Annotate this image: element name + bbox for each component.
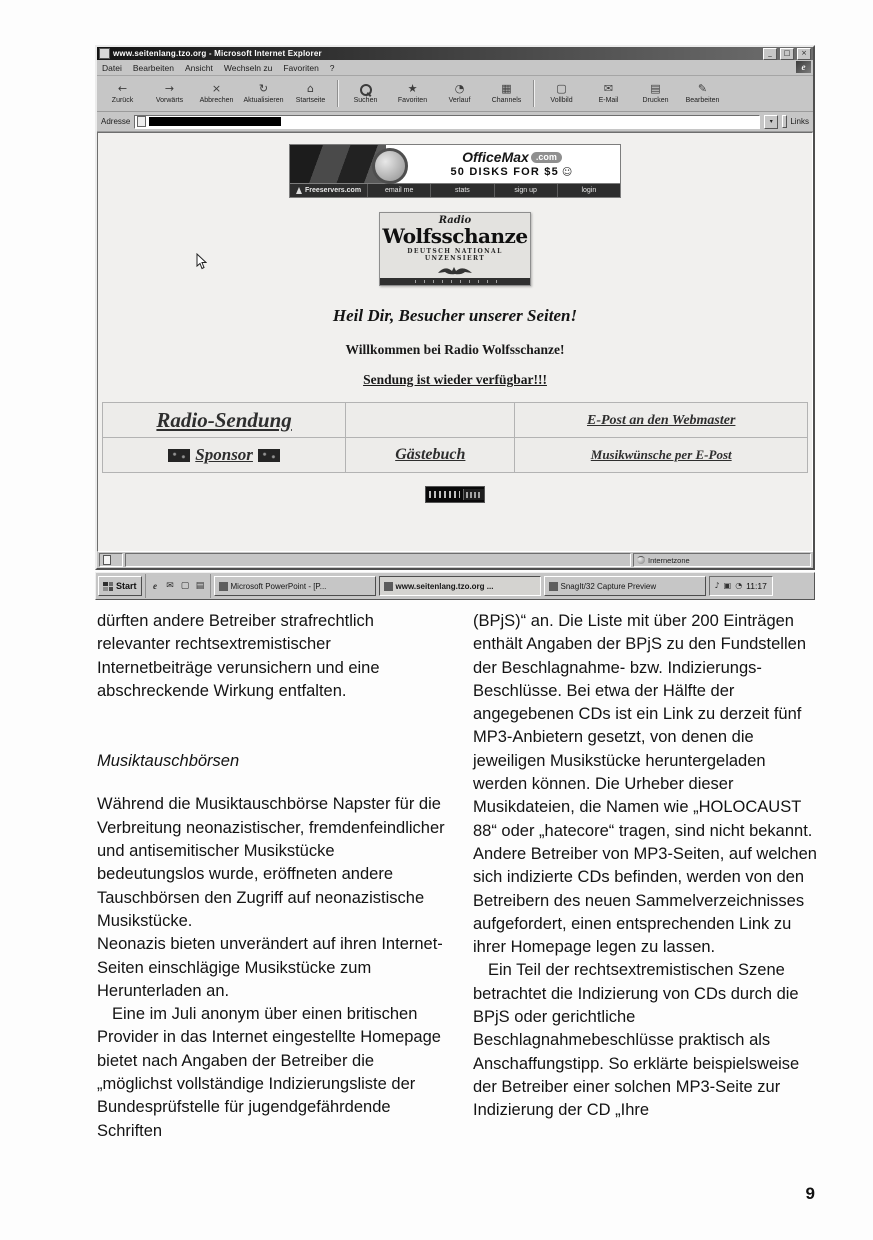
menu-ansicht[interactable]: Ansicht <box>184 62 213 73</box>
logo-url-strip <box>380 278 530 285</box>
stop-button[interactable]: × Abbrechen <box>199 81 234 104</box>
quick-launch-bar <box>145 574 211 598</box>
back-button[interactable]: ← Zurück <box>111 81 134 104</box>
ie-window <box>95 45 815 570</box>
print-button[interactable]: ▤ Drucken <box>642 81 669 104</box>
fullscreen-button[interactable]: ▢ Vollbild <box>550 81 573 104</box>
ad-text-area <box>386 145 620 183</box>
mail-icon: ✉ <box>603 81 614 95</box>
page-number: 9 <box>805 1184 815 1203</box>
search-icon <box>360 83 372 96</box>
forward-icon: → <box>164 81 175 95</box>
musikwuensche-link[interactable]: Musikwünsche per E-Post <box>590 447 732 462</box>
favorites-star-icon: ★ <box>407 81 418 95</box>
security-zone-cell <box>633 553 811 567</box>
links-label: Links <box>790 117 809 126</box>
refresh-icon: ↻ <box>258 81 269 95</box>
history-clock-icon: ◔ <box>454 81 465 95</box>
minimize-button[interactable]: _ <box>763 48 777 60</box>
edit-pencil-icon: ✎ <box>697 81 708 95</box>
mouse-cursor <box>196 253 207 275</box>
logo-name: Wolfsschanze <box>382 224 528 248</box>
table-row <box>103 438 808 473</box>
home-icon: ⌂ <box>307 81 314 95</box>
channels-quicklaunch-icon[interactable]: ▤ <box>195 580 205 591</box>
maximize-button[interactable]: □ <box>780 48 794 60</box>
start-button[interactable]: Start <box>98 576 142 596</box>
nav-cell-empty <box>346 403 515 438</box>
logo-subtitle: DEUTSCH NATIONAL UNZENSIERT <box>407 248 503 262</box>
ad-offer-text: 50 DISKS FOR $5 ☺ <box>450 166 574 178</box>
paragraph: (BPjS)“ an. Die Liste mit über 200 Einträgen enthält Angaben der BPjS zu den Fundstellen der Beschlagnahme- bzw. Indizierungs-Beschlüsse. Bei etwa der Hälfte der angegebenen CDs ist ein Link zu derzeit fünf MP3-Anbietern gesetzt, von denen die jeweiligen Musikstücke heruntergeladen werden können. Die Urheber dieser Musikdateien, die Namen wie „HOLOCAUST 88“ oder „hatecore“ tragen, sind nicht bekannt. Andere Betreiber von MP3-Seiten, auf welchen sich indizierte CDs befinden, werden von den Betreibern des neuen Sammelverzeichnisses aufgefordert, einen entsprechenden Link zu ihrer Homepage legen zu lassen. <box>473 612 817 957</box>
task-button-browser[interactable]: www.seitenlang.tzo.org ... <box>379 576 541 596</box>
smiley-icon: ☺ <box>561 166 574 178</box>
volume-icon[interactable]: ♪ <box>714 581 720 590</box>
status-document-cell <box>99 553 123 567</box>
ie-document-icon <box>99 48 110 59</box>
browser-screenshot-figure <box>95 45 815 600</box>
menu-favoriten[interactable]: Favoriten <box>283 62 319 73</box>
freeservers-signup-link[interactable]: sign up <box>494 184 557 197</box>
channels-button[interactable]: ▦ Channels <box>491 81 522 104</box>
home-button[interactable]: ⌂ Startseite <box>295 81 326 104</box>
address-label: Adresse <box>101 117 131 126</box>
freeservers-stats-link[interactable]: stats <box>430 184 493 197</box>
section-heading: Musiktauschbörsen <box>97 752 240 771</box>
favorites-button[interactable]: ★ Favoriten <box>397 81 428 104</box>
officemax-ad[interactable] <box>289 144 621 184</box>
links-toolbar[interactable] <box>782 115 809 128</box>
page-headline: Heil Dir, Besucher unserer Seiten! <box>332 306 578 325</box>
mail-button[interactable]: ✉ E-Mail <box>598 81 619 104</box>
nav-link-table <box>102 402 808 473</box>
sponsor-image-left <box>168 449 190 462</box>
address-bar <box>97 112 813 132</box>
article-column-right <box>473 610 817 1123</box>
officemax-logo: OfficeMax .com <box>462 150 562 165</box>
menu-bar <box>97 60 813 76</box>
powerpoint-icon <box>219 582 228 591</box>
status-message-cell <box>125 553 631 567</box>
freeservers-logo[interactable]: Freeservers.com <box>290 184 367 197</box>
browser-toolbar <box>97 76 813 112</box>
globe-icon <box>637 556 645 564</box>
menu-hilfe[interactable]: ? <box>329 62 335 73</box>
freeservers-bar <box>289 184 621 198</box>
page-viewport <box>97 132 813 552</box>
ie-quicklaunch-icon[interactable]: e <box>153 580 158 591</box>
scheduler-icon[interactable]: ◔ <box>735 581 743 590</box>
edit-button[interactable]: ✎ Bearbeiten <box>685 81 720 104</box>
window-title: www.seitenlang.tzo.org - Microsoft Internet Explorer <box>113 49 322 58</box>
ad-circle-logo <box>372 148 408 184</box>
mail-quicklaunch-icon[interactable]: ✉ <box>166 580 174 591</box>
banner-ad[interactable] <box>289 144 621 198</box>
clock: 11:17 <box>746 581 767 591</box>
zone-label: Internetzone <box>648 555 690 565</box>
paragraph: Während die Musiktauschbörse Napster für die Verbreitung neonazistischer, fremdenfeindlicher und antisemitischer Musikstücke bedeutungslos wurde, eröffneten andere Tauschbörsen den Zugriff auf neonazistische Musikstücke. <box>97 795 445 930</box>
menu-wechseln-zu[interactable]: Wechseln zu <box>223 62 273 73</box>
document-icon <box>103 555 111 565</box>
nav-cell-guestbook <box>346 438 515 473</box>
sponsor-link[interactable]: Sponsor <box>195 445 253 464</box>
dotcom-badge: .com <box>531 152 562 163</box>
paragraph: dürften andere Betreiber strafrechtlich relevanter rechtsextremistischer Internetbeiträge verunsichern und eine abschreckende Wirkung entfalten. <box>97 612 380 700</box>
task-button-powerpoint[interactable]: Microsoft PowerPoint - [P... <box>214 576 376 596</box>
system-tray <box>709 576 773 596</box>
back-icon: ← <box>117 81 128 95</box>
gaestebuch-link[interactable]: Gästebuch <box>395 446 466 463</box>
nav-cell-wishes <box>515 438 808 473</box>
toolbar-separator <box>533 80 535 107</box>
freeservers-email-link[interactable]: email me <box>367 184 430 197</box>
nav-cell-radio <box>103 403 346 438</box>
fullscreen-icon: ▢ <box>556 81 567 95</box>
toolbar-grip[interactable] <box>782 115 787 128</box>
desktop-quicklaunch-icon[interactable]: ▢ <box>180 580 190 591</box>
paragraph: Neonazis bieten unverändert auf ihren Internet-Seiten einschlägige Musikstücke zum Herunterladen an. <box>97 935 443 1000</box>
printer-icon: ▤ <box>650 81 661 95</box>
epost-webmaster-link[interactable]: E-Post an den Webmaster <box>586 413 736 428</box>
page-icon <box>137 116 146 127</box>
status-bar <box>97 552 813 568</box>
welcome-text: Willkommen bei Radio Wolfsschanze! <box>345 342 565 357</box>
search-button[interactable]: Suchen <box>342 77 389 110</box>
nav-cell-sponsor <box>103 438 346 473</box>
windows-taskbar <box>95 572 815 600</box>
counter-label-strip <box>429 491 460 498</box>
freeservers-links <box>367 184 620 197</box>
logo-top-word: Radio <box>438 215 472 226</box>
window-titlebar[interactable] <box>97 47 813 60</box>
refresh-button[interactable]: ↻ Aktualisieren <box>243 81 284 104</box>
notice-text: Sendung ist wieder verfügbar!!! <box>363 372 547 387</box>
ie-task-icon <box>384 582 393 591</box>
freeservers-login-link[interactable]: login <box>557 184 620 197</box>
nav-cell-epost <box>515 403 808 438</box>
menu-bearbeiten[interactable]: Bearbeiten <box>132 62 174 73</box>
radio-sendung-link[interactable]: Radio-Sendung <box>156 407 292 432</box>
toolbar-separator <box>337 80 339 107</box>
visitor-counter-image <box>425 486 485 503</box>
snagit-icon <box>549 582 558 591</box>
counter-digits <box>463 489 484 500</box>
article-column-left <box>97 610 445 1143</box>
task-button-snagit[interactable]: SnagIt/32 Capture Preview <box>544 576 706 596</box>
menu-datei[interactable]: Datei <box>102 62 122 73</box>
windows-flag-icon <box>103 582 113 591</box>
table-row <box>103 403 808 438</box>
redacted-address <box>149 117 281 126</box>
address-input[interactable] <box>134 115 760 129</box>
flame-icon <box>296 187 302 194</box>
paragraph: Eine im Juli anonym über einen britischen Provider in das Internet eingestellte Homepage bietet nach Angaben der Betreiber die „möglichst vollständige Indizierungsliste der Bundesprüfstelle für jugendgefährdende Schriften <box>97 1005 441 1140</box>
sponsor-image-right <box>258 449 280 462</box>
stop-icon: × <box>211 81 222 95</box>
site-logo-image <box>379 212 531 286</box>
address-dropdown-button[interactable]: ▾ <box>764 115 778 129</box>
forward-button[interactable]: → Vorwärts <box>155 81 184 104</box>
channels-icon: ▦ <box>501 81 512 95</box>
paragraph: Ein Teil der rechtsextremistischen Szene betrachtet die Indizierung von CDs durch die BPjS oder gerichtliche Beschlagnahmebeschlüsse praktisch als Anschaffungstipp. So erklärte beispielsweise der Betreiber einer solchen MP3-Seite zur Indizierung der CD „Ihre <box>473 961 800 1120</box>
close-button[interactable]: × <box>797 48 811 60</box>
eagle-icon <box>380 263 530 276</box>
ie-throbber-icon: e <box>796 61 811 73</box>
history-button[interactable]: ◔ Verlauf <box>448 81 471 104</box>
display-icon[interactable]: ▣ <box>723 581 732 590</box>
